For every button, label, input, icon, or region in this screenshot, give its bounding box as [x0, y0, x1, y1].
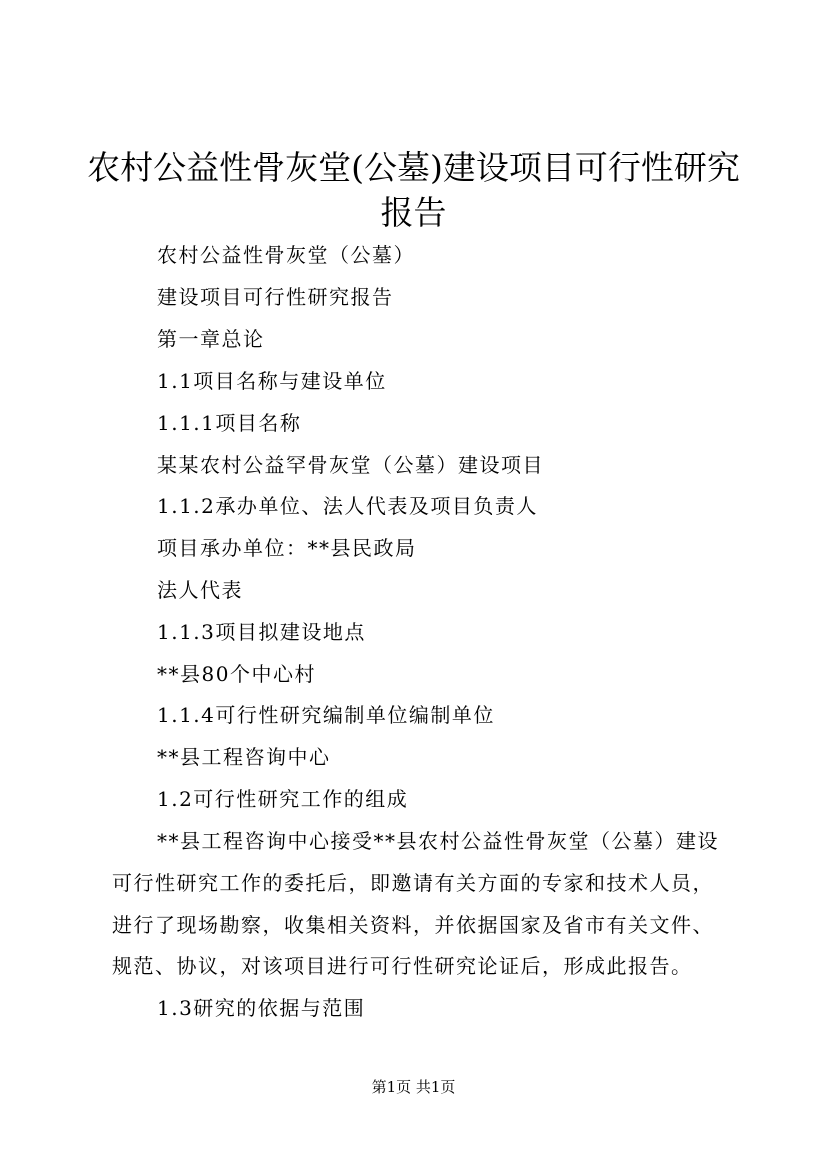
- body-line: 建设项目可行性研究报告: [157, 285, 394, 309]
- subsection-heading: 1.1.2承办单位、法人代表及项目负责人: [157, 494, 538, 518]
- body-line: 法人代表: [157, 578, 243, 602]
- chapter-heading: 第一章总论: [157, 327, 265, 351]
- section-heading: 1.2可行性研究工作的组成: [157, 787, 409, 811]
- paragraph-line: **县工程咨询中心接受**县农村公益性骨灰堂（公墓）建设: [157, 829, 719, 853]
- document-title-line-2: 报告: [380, 193, 447, 232]
- section-heading: 1.1项目名称与建设单位: [157, 369, 387, 393]
- body-line: **县80个中心村: [157, 662, 316, 686]
- subsection-heading: 1.1.4可行性研究编制单位编制单位: [157, 703, 495, 727]
- document-title-line-1: 农村公益性骨灰堂(公墓)建设项目可行性研究: [87, 148, 740, 187]
- paragraph-line: 规范、协议，对该项目进行可行性研究论证后，形成此报告。: [112, 954, 693, 978]
- paragraph-line: 可行性研究工作的委托后，即邀请有关方面的专家和技术人员，: [112, 871, 714, 895]
- page-number: 第1页 共1页: [371, 1078, 456, 1096]
- section-heading: 1.3研究的依据与范围: [157, 996, 366, 1020]
- paragraph-line: 进行了现场勘察，收集相关资料，并依据国家及省市有关文件、: [112, 913, 714, 937]
- subsection-heading: 1.1.1项目名称: [157, 411, 302, 435]
- body-line: 农村公益性骨灰堂（公墓）: [157, 243, 415, 267]
- body-line: 某某农村公益罕骨灰堂（公墓）建设项目: [157, 453, 544, 477]
- body-line: **县工程咨询中心: [157, 745, 331, 769]
- subsection-heading: 1.1.3项目拟建设地点: [157, 620, 366, 644]
- body-line: 项目承办单位：**县民政局: [157, 536, 417, 560]
